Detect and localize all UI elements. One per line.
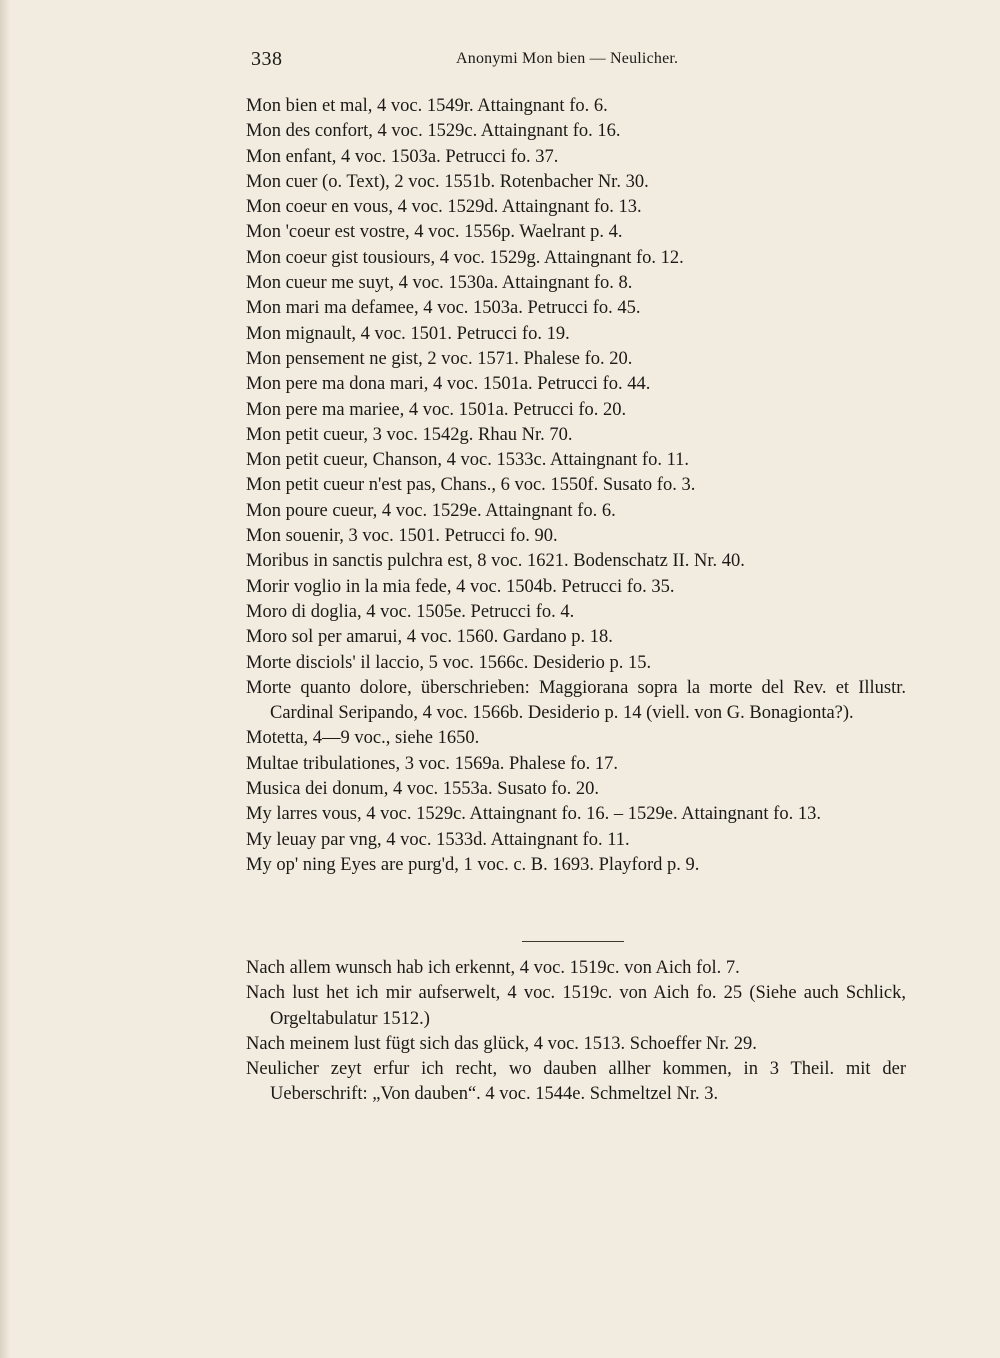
- catalog-entry: My leuay par vng, 4 voc. 1533d. Attaingnant fo. 11.: [246, 829, 630, 850]
- catalog-entry: Mon pere ma dona mari, 4 voc. 1501a. Petrucci fo. 44.: [246, 374, 651, 395]
- catalog-entry: Mon coeur gist tousiours, 4 voc. 1529g. Attaingnant fo. 12.: [246, 247, 684, 268]
- catalog-entry: Musica dei donum, 4 voc. 1553a. Susato fo. 20.: [246, 779, 599, 800]
- catalog-entry: Moribus in sanctis pulchra est, 8 voc. 1621. Bodenschatz II. Nr. 40.: [246, 551, 745, 572]
- catalog-entry: Nach meinem lust fügt sich das glück, 4 voc. 1513. Schoeffer Nr. 29.: [246, 1033, 757, 1054]
- catalog-entry: Mon coeur en vous, 4 voc. 1529d. Attaingnant fo. 13.: [246, 197, 642, 218]
- catalog-entry: Mon petit cueur, 3 voc. 1542g. Rhau Nr. 70.: [246, 424, 573, 445]
- catalog-entry: Moro sol per amarui, 4 voc. 1560. Gardano p. 18.: [246, 627, 613, 648]
- catalog-entry: Morir voglio in la mia fede, 4 voc. 1504b. Petrucci fo. 35.: [246, 576, 675, 597]
- catalog-entry: Moro di doglia, 4 voc. 1505e. Petrucci fo. 4.: [246, 601, 575, 622]
- catalog-entry: Mon souenir, 3 voc. 1501. Petrucci fo. 90.: [246, 526, 558, 547]
- catalog-entry: My op' ning Eyes are purg'd, 1 voc. c. B. 1693. Playford p. 9.: [246, 854, 700, 875]
- catalog-entry: Mon poure cueur, 4 voc. 1529e. Attaingnant fo. 6.: [246, 500, 616, 521]
- catalog-entry: Mon petit cueur n'est pas, Chans., 6 voc. 1550f. Susato fo. 3.: [246, 475, 696, 496]
- catalog-entry: Multae tribulationes, 3 voc. 1569a. Phalese fo. 17.: [246, 753, 618, 774]
- running-head: Anonymi Mon bien — Neulicher.: [456, 50, 679, 67]
- catalog-entry: Mon cuer (o. Text), 2 voc. 1551b. Rotenbacher Nr. 30.: [246, 171, 649, 192]
- catalog-entry: Mon petit cueur, Chanson, 4 voc. 1533c. Attaingnant fo. 11.: [246, 450, 690, 471]
- catalog-entry: Mon mari ma defamee, 4 voc. 1503a. Petrucci fo. 45.: [246, 298, 641, 319]
- catalog-entries-n: [246, 956, 906, 1108]
- catalog-entry: Mon pere ma mariee, 4 voc. 1501a. Petrucci fo. 20.: [246, 399, 627, 420]
- page-number: 338: [251, 48, 283, 70]
- catalog-entry: Motetta, 4—9 voc., siehe 1650.: [246, 728, 480, 749]
- catalog-entry: Mon des confort, 4 voc. 1529c. Attaingnant fo. 16.: [246, 121, 621, 142]
- section-divider: [522, 941, 624, 942]
- catalog-entry: Mon enfant, 4 voc. 1503a. Petrucci fo. 37.: [246, 146, 559, 167]
- catalog-entry: Morte disciols' il laccio, 5 voc. 1566c. Desiderio p. 15.: [246, 652, 652, 673]
- catalog-entry: My larres vous, 4 voc. 1529c. Attaingnant fo. 16. – 1529e. Attaingnant fo. 13.: [246, 804, 821, 825]
- catalog-entries-m: [246, 94, 906, 878]
- page-edge-shadow: [0, 0, 10, 1358]
- catalog-entry: Neulicher zeyt erfur ich recht, wo dauben allher kommen, in 3 Theil. mit der Ueberschrift: „Von dauben“. 4 voc. 1544e. Schmeltzel Nr. 3.: [246, 1059, 906, 1105]
- catalog-entry: Mon mignault, 4 voc. 1501. Petrucci fo. 19.: [246, 323, 570, 344]
- catalog-entry: Mon bien et mal, 4 voc. 1549r. Attaingnant fo. 6.: [246, 96, 608, 116]
- catalog-entry: Mon 'coeur est vostre, 4 voc. 1556p. Waelrant p. 4.: [246, 222, 623, 243]
- catalog-entry: Nach lust het ich mir aufserwelt, 4 voc. 1519c. von Aich fo. 25 (Siehe auch Schlick, Orgeltabulatur 1512.): [246, 983, 906, 1029]
- catalog-entry: Mon cueur me suyt, 4 voc. 1530a. Attaingnant fo. 8.: [246, 273, 633, 294]
- catalog-entry: Morte quanto dolore, überschrieben: Maggiorana sopra la morte del Rev. et Illustr. Cardinal Seripando, 4 voc. 1566b. Desiderio p. 14 (viell. von G. Bonagionta?).: [246, 677, 906, 724]
- catalog-entry: Mon pensement ne gist, 2 voc. 1571. Phalese fo. 20.: [246, 348, 633, 369]
- catalog-entry: Nach allem wunsch hab ich erkennt, 4 voc. 1519c. von Aich fol. 7.: [246, 958, 740, 978]
